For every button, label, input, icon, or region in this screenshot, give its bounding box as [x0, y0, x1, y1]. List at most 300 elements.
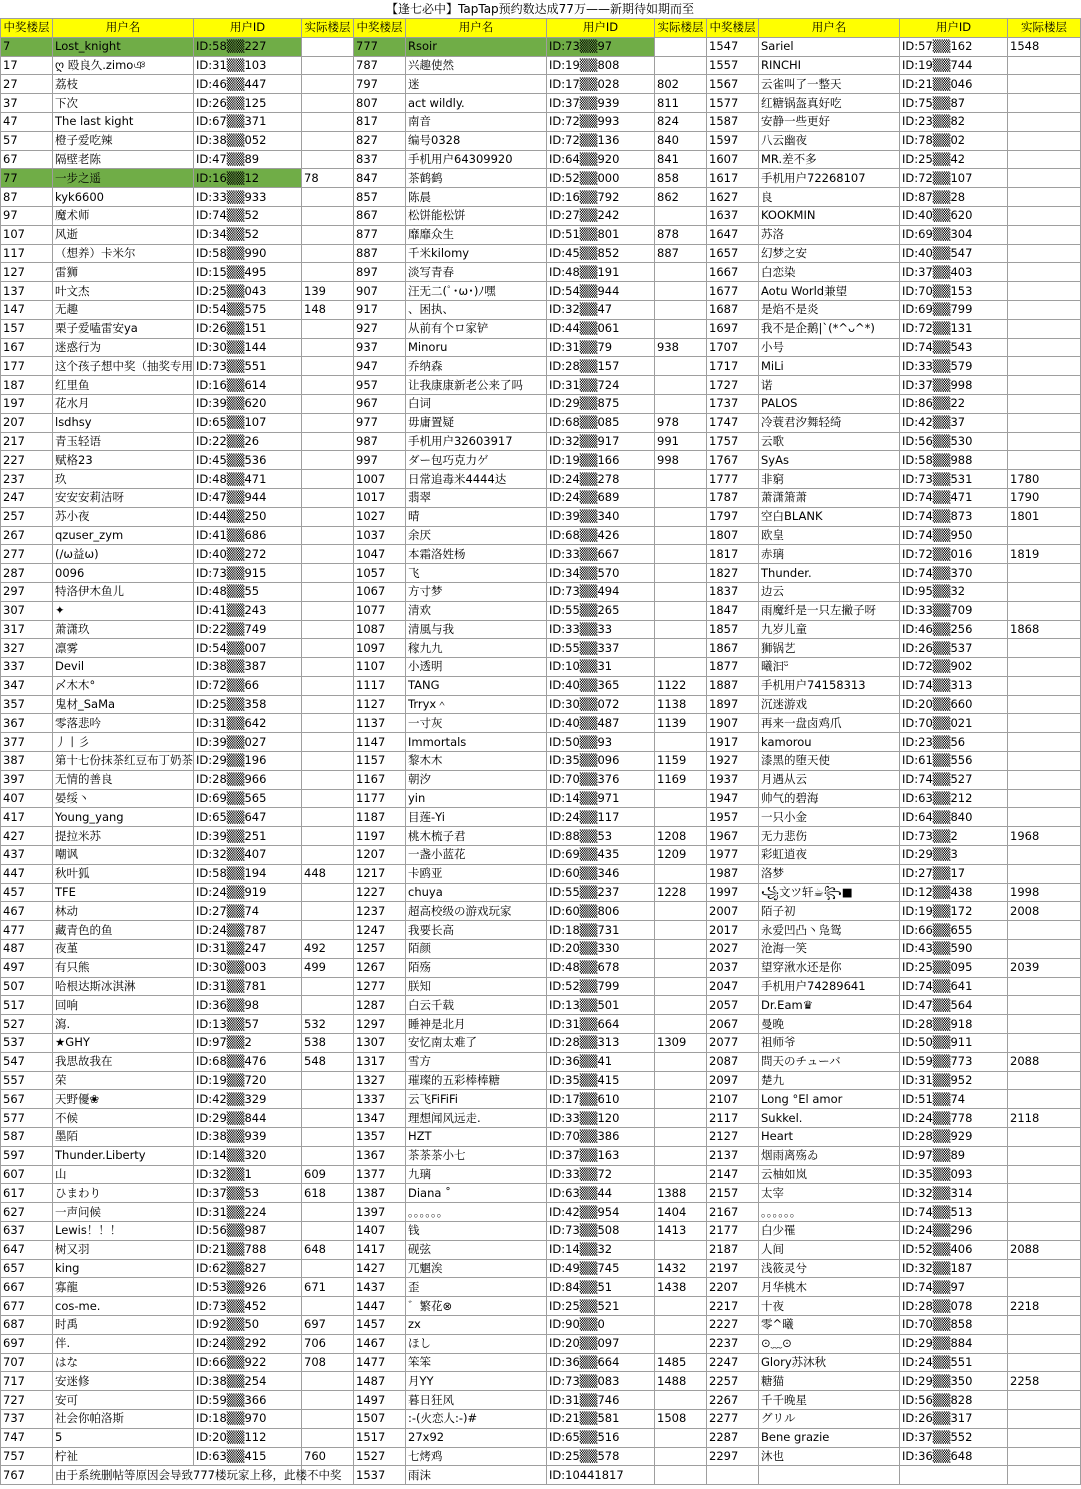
winning-floor-cell: 937: [354, 338, 406, 357]
user-id-cell: ID:95▒▒32: [900, 582, 1008, 601]
winning-floor-cell: 1317: [354, 1052, 406, 1071]
username-cell: 璀璨的五彩棒棒糖: [406, 1071, 547, 1090]
table-row: [1, 188, 1081, 207]
username-cell: [759, 1466, 900, 1485]
actual-floor-cell: [655, 1109, 707, 1128]
winning-floor-cell: 1997: [707, 883, 759, 902]
table-row: [1, 1165, 1081, 1184]
user-id-cell: ID:21▒▒581: [547, 1409, 655, 1428]
username-cell: 非窮: [759, 470, 900, 489]
winning-floor-cell: 447: [1, 864, 53, 883]
user-id-cell: ID:52▒▒000: [547, 169, 655, 188]
winning-floor-cell: 577: [1, 1109, 53, 1128]
username-cell: 隔壁老陈: [53, 150, 194, 169]
actual-floor-cell: [655, 206, 707, 225]
winning-floor-cell: 2187: [707, 1240, 759, 1259]
table-row: [1, 1146, 1081, 1165]
username-cell: 千千晚星: [759, 1391, 900, 1410]
winning-floor-cell: 2117: [707, 1109, 759, 1128]
username-cell: Thunder.Liberty: [53, 1146, 194, 1165]
username-cell: 乔纳森: [406, 357, 547, 376]
actual-floor-cell: [302, 1259, 354, 1278]
actual-floor-cell: [1008, 658, 1081, 677]
actual-floor-cell: [302, 470, 354, 489]
username-cell: SyAs: [759, 451, 900, 470]
user-id-cell: ID:40▒▒547: [900, 244, 1008, 263]
actual-floor-cell: 802: [655, 75, 707, 94]
user-id-cell: ID:62▒▒827: [194, 1259, 302, 1278]
user-id-cell: ID:29▒▒3: [900, 846, 1008, 865]
user-id-cell: ID:17▒▒610: [547, 1090, 655, 1109]
user-id-cell: ID:60▒▒346: [547, 864, 655, 883]
user-id-cell: ID:28▒▒966: [194, 770, 302, 789]
table-row: [1, 225, 1081, 244]
table-row: [1, 864, 1081, 883]
actual-floor-cell: [302, 112, 354, 131]
actual-floor-cell: 887: [655, 244, 707, 263]
actual-floor-cell: [655, 545, 707, 564]
username-cell: :-(火恋人:-)#: [406, 1409, 547, 1428]
actual-floor-cell: [1008, 1015, 1081, 1034]
table-row: [1, 488, 1081, 507]
winning-floor-cell: 1807: [707, 526, 759, 545]
winning-floor-cell: 1597: [707, 131, 759, 150]
username-cell: 淡写青春: [406, 263, 547, 282]
winning-floor-cell: 2297: [707, 1447, 759, 1466]
actual-floor-cell: [302, 1297, 354, 1316]
winning-floor-cell: 857: [354, 188, 406, 207]
user-id-cell: ID:73▒▒915: [194, 564, 302, 583]
actual-floor-cell: [655, 56, 707, 75]
user-id-cell: ID:37▒▒998: [900, 376, 1008, 395]
actual-floor-cell: [655, 582, 707, 601]
winning-floor-cell: 1247: [354, 921, 406, 940]
username-cell: 本霜洛姓杨: [406, 545, 547, 564]
actual-floor-cell: [1008, 169, 1081, 188]
username-cell: Dr.Eam♛: [759, 996, 900, 1015]
actual-floor-cell: [1008, 225, 1081, 244]
user-id-cell: ID:38▒▒387: [194, 658, 302, 677]
actual-floor-cell: 760: [302, 1447, 354, 1466]
winning-floor-cell: 1127: [354, 695, 406, 714]
table-row: [1, 620, 1081, 639]
user-id-cell: ID:29▒▒844: [194, 1109, 302, 1128]
actual-floor-cell: 609: [302, 1165, 354, 1184]
actual-floor-cell: 618: [302, 1184, 354, 1203]
winning-floor-cell: 167: [1, 338, 53, 357]
username-cell: 小透明: [406, 658, 547, 677]
username-cell: 天野優❀: [53, 1090, 194, 1109]
actual-floor-cell: [302, 996, 354, 1015]
winning-floor-cell: 737: [1, 1409, 53, 1428]
winning-floor-cell: 207: [1, 413, 53, 432]
actual-floor-cell: [1008, 451, 1081, 470]
user-id-cell: ID:49▒▒745: [547, 1259, 655, 1278]
username-cell: 玖: [53, 470, 194, 489]
table-row: [1, 902, 1081, 921]
actual-floor-cell: [302, 150, 354, 169]
actual-floor-cell: [302, 188, 354, 207]
username-cell: 嘲讽: [53, 846, 194, 865]
column-header: 中奖楼层: [354, 19, 406, 38]
winning-floor-cell: 2157: [707, 1184, 759, 1203]
winning-floor-cell: 297: [1, 582, 53, 601]
winning-floor-cell: 887: [354, 244, 406, 263]
user-id-cell: ID:30▒▒003: [194, 958, 302, 977]
winning-floor-cell: 867: [354, 206, 406, 225]
winning-floor-cell: 1057: [354, 564, 406, 583]
winning-floor-cell: 17: [1, 56, 53, 75]
table-row: [1, 300, 1081, 319]
user-id-cell: ID:31▒▒664: [547, 1015, 655, 1034]
actual-floor-cell: [1008, 996, 1081, 1015]
actual-floor-cell: [655, 1428, 707, 1447]
actual-floor-cell: 1432: [655, 1259, 707, 1278]
actual-floor-cell: [1008, 752, 1081, 771]
table-body: [1, 37, 1081, 1484]
user-id-cell: ID:28▒▒918: [900, 1015, 1008, 1034]
username-cell: 九璃: [406, 1165, 547, 1184]
user-id-cell: ID:20▒▒660: [900, 695, 1008, 714]
user-id-cell: ID:63▒▒44: [547, 1184, 655, 1203]
table-row: [1, 526, 1081, 545]
user-id-cell: ID:44▒▒250: [194, 507, 302, 526]
actual-floor-cell: [302, 714, 354, 733]
user-id-cell: ID:74▒▒513: [900, 1203, 1008, 1222]
winning-floor-cell: 1507: [354, 1409, 406, 1428]
winning-floor-cell: 637: [1, 1222, 53, 1241]
winning-floor-cell: 917: [354, 300, 406, 319]
username-cell: MiLi: [759, 357, 900, 376]
username-cell: ღ 殴良久.zimoঞ: [53, 56, 194, 75]
actual-floor-cell: 1485: [655, 1353, 707, 1372]
winning-floor-cell: 1077: [354, 601, 406, 620]
user-id-cell: ID:25▒▒578: [547, 1447, 655, 1466]
username-cell: 安可: [53, 1391, 194, 1410]
username-cell: Sariel: [759, 37, 900, 56]
username-cell: 秋叶狐: [53, 864, 194, 883]
username-cell: Glory苏沐秋: [759, 1353, 900, 1372]
username-cell: chuya: [406, 883, 547, 902]
table-row: [1, 1128, 1081, 1147]
user-id-cell: ID:56▒▒530: [900, 432, 1008, 451]
winning-floor-cell: 1287: [354, 996, 406, 1015]
actual-floor-cell: [1008, 1222, 1081, 1241]
user-id-cell: ID:31▒▒781: [194, 977, 302, 996]
username-cell: 手机用户72268107: [759, 169, 900, 188]
username-cell: ✦: [53, 601, 194, 620]
username-cell: 沐也: [759, 1447, 900, 1466]
actual-floor-cell: 1413: [655, 1222, 707, 1241]
username-cell: 云飞FiFiFi: [406, 1090, 547, 1109]
username-cell: 桃木梳子君: [406, 827, 547, 846]
actual-floor-cell: [1008, 150, 1081, 169]
actual-floor-cell: [1008, 206, 1081, 225]
user-id-cell: ID:70▒▒386: [547, 1128, 655, 1147]
winning-floor-cell: 1147: [354, 733, 406, 752]
actual-floor-cell: [1008, 639, 1081, 658]
winning-floor-cell: 27: [1, 75, 53, 94]
username-cell: 南音: [406, 112, 547, 131]
actual-floor-cell: [655, 1447, 707, 1466]
actual-floor-cell: [1008, 582, 1081, 601]
winning-floor-cell: 1657: [707, 244, 759, 263]
winning-floor-cell: 1947: [707, 789, 759, 808]
username-cell: Trryx＾: [406, 695, 547, 714]
username-cell: 手机用户74289641: [759, 977, 900, 996]
username-cell: 、困执、: [406, 300, 547, 319]
actual-floor-cell: [302, 1109, 354, 1128]
user-id-cell: ID:73▒▒551: [194, 357, 302, 376]
table-row: [1, 846, 1081, 865]
user-id-cell: ID:32▒▒1: [194, 1165, 302, 1184]
table-row: [1, 338, 1081, 357]
user-id-cell: ID:75▒▒87: [900, 94, 1008, 113]
table-row: [1, 1071, 1081, 1090]
user-id-cell: ID:19▒▒172: [900, 902, 1008, 921]
username-cell: 安忆南太难了: [406, 1034, 547, 1053]
username-cell: 人间: [759, 1240, 900, 1259]
user-id-cell: ID:16▒▒614: [194, 376, 302, 395]
actual-floor-cell: [1008, 1447, 1081, 1466]
actual-floor-cell: 532: [302, 1015, 354, 1034]
winning-floor-cell: 1937: [707, 770, 759, 789]
winning-floor-cell: 1217: [354, 864, 406, 883]
username-cell: 编号0328: [406, 131, 547, 150]
table-row: [1, 507, 1081, 526]
username-cell: 丿丨彡: [53, 733, 194, 752]
winning-floor-cell: 1817: [707, 545, 759, 564]
actual-floor-cell: [302, 902, 354, 921]
username-cell: yin: [406, 789, 547, 808]
winning-floor-cell: 217: [1, 432, 53, 451]
username-cell: 云雀叫了一整天: [759, 75, 900, 94]
username-cell: 望穿湫水还是你: [759, 958, 900, 977]
table-row: [1, 282, 1081, 301]
username-cell: 晏绥丶: [53, 789, 194, 808]
actual-floor-cell: 1208: [655, 827, 707, 846]
winning-floor-cell: 47: [1, 112, 53, 131]
column-header: 实际楼层: [655, 19, 707, 38]
winning-floor-cell: 657: [1, 1259, 53, 1278]
actual-floor-cell: 1508: [655, 1409, 707, 1428]
actual-floor-cell: [1008, 921, 1081, 940]
table-row: [1, 244, 1081, 263]
username-cell: 余厌: [406, 526, 547, 545]
username-cell: 烟雨离殇ゐ: [759, 1146, 900, 1165]
username-cell: Lewis！！！: [53, 1222, 194, 1241]
actual-floor-cell: 978: [655, 413, 707, 432]
user-id-cell: ID:72▒▒107: [900, 169, 1008, 188]
winning-floor-cell: 557: [1, 1071, 53, 1090]
actual-floor-cell: [655, 488, 707, 507]
username-cell: 白词: [406, 394, 547, 413]
user-id-cell: ID:37▒▒53: [194, 1184, 302, 1203]
winning-floor-cell: 1117: [354, 676, 406, 695]
winning-floor-cell: 417: [1, 808, 53, 827]
winning-floor-cell: 137: [1, 282, 53, 301]
username-cell: ダー包巧克力ゲ: [406, 451, 547, 470]
actual-floor-cell: 671: [302, 1278, 354, 1297]
actual-floor-cell: [655, 376, 707, 395]
actual-floor-cell: [655, 1297, 707, 1316]
username-cell: 手机用户32603917: [406, 432, 547, 451]
actual-floor-cell: [655, 940, 707, 959]
username-cell: 朝汐: [406, 770, 547, 789]
user-id-cell: ID:61▒▒556: [900, 752, 1008, 771]
username-cell: 稼九九: [406, 639, 547, 658]
username-cell: 一声问候: [53, 1203, 194, 1222]
winning-floor-cell: 2097: [707, 1071, 759, 1090]
column-header: 用户名: [406, 19, 547, 38]
username-cell: cos-me.: [53, 1297, 194, 1316]
table-row: [1, 1334, 1081, 1353]
username-cell: 萧潇箫萧: [759, 488, 900, 507]
user-id-cell: ID:16▒▒12: [194, 169, 302, 188]
actual-floor-cell: [655, 601, 707, 620]
actual-floor-cell: [302, 789, 354, 808]
user-id-cell: ID:14▒▒971: [547, 789, 655, 808]
user-id-cell: ID:10▒▒31: [547, 658, 655, 677]
winning-floor-cell: 307: [1, 601, 53, 620]
column-header: 用户ID: [547, 19, 655, 38]
user-id-cell: ID:70▒▒153: [900, 282, 1008, 301]
winning-floor-cell: 7: [1, 37, 53, 56]
user-id-cell: [900, 1466, 1008, 1485]
actual-floor-cell: [655, 1015, 707, 1034]
username-cell: 糖猫: [759, 1372, 900, 1391]
winning-floor-cell: 847: [354, 169, 406, 188]
username-cell: 诺: [759, 376, 900, 395]
actual-floor-cell: [302, 921, 354, 940]
user-id-cell: ID:19▒▒744: [900, 56, 1008, 75]
user-id-cell: ID:38▒▒939: [194, 1128, 302, 1147]
winning-floor-cell: 1477: [354, 1353, 406, 1372]
winning-floor-cell: 1227: [354, 883, 406, 902]
winning-floor-cell: 1137: [354, 714, 406, 733]
winning-floor-cell: 1047: [354, 545, 406, 564]
username-cell: 笨笨: [406, 1353, 547, 1372]
winning-floor-cell: 427: [1, 827, 53, 846]
actual-floor-cell: 648: [302, 1240, 354, 1259]
winning-floor-cell: 397: [1, 770, 53, 789]
username-cell: 树又羽: [53, 1240, 194, 1259]
username-cell: TANG: [406, 676, 547, 695]
table-row: [1, 676, 1081, 695]
actual-floor-cell: [1008, 1409, 1081, 1428]
winning-floor-cell: 1427: [354, 1259, 406, 1278]
winning-floor-cell: 1447: [354, 1297, 406, 1316]
winning-floor-cell: 967: [354, 394, 406, 413]
username-cell: 凛雾: [53, 639, 194, 658]
actual-floor-cell: 841: [655, 150, 707, 169]
user-id-cell: ID:42▒▒954: [547, 1203, 655, 1222]
user-id-cell: ID:59▒▒773: [900, 1052, 1008, 1071]
username-cell: 特洛伊木鱼儿: [53, 582, 194, 601]
user-id-cell: ID:20▒▒097: [547, 1334, 655, 1353]
user-id-cell: ID:72▒▒016: [900, 545, 1008, 564]
table-row: [1, 1466, 1081, 1485]
username-cell: 狮锅艺: [759, 639, 900, 658]
actual-floor-cell: [1008, 676, 1081, 695]
user-id-cell: ID:74▒▒370: [900, 564, 1008, 583]
winning-floor-cell: 997: [354, 451, 406, 470]
table-row: [1, 1240, 1081, 1259]
user-id-cell: ID:73▒▒494: [547, 582, 655, 601]
winning-floor-cell: 2027: [707, 940, 759, 959]
table-row: [1, 808, 1081, 827]
user-id-cell: ID:45▒▒536: [194, 451, 302, 470]
user-id-cell: ID:40▒▒365: [547, 676, 655, 695]
actual-floor-cell: 858: [655, 169, 707, 188]
winning-floor-cell: 1987: [707, 864, 759, 883]
winning-floor-cell: 1697: [707, 319, 759, 338]
table-row: [1, 1034, 1081, 1053]
user-id-cell: ID:32▒▒47: [547, 300, 655, 319]
actual-floor-cell: 548: [302, 1052, 354, 1071]
winning-floor-cell: 527: [1, 1015, 53, 1034]
user-id-cell: ID:41▒▒243: [194, 601, 302, 620]
user-id-cell: ID:26▒▒151: [194, 319, 302, 338]
user-id-cell: ID:70▒▒858: [900, 1315, 1008, 1334]
username-cell: 楚九: [759, 1071, 900, 1090]
user-id-cell: ID:51▒▒801: [547, 225, 655, 244]
actual-floor-cell: 492: [302, 940, 354, 959]
winning-floor-cell: 1797: [707, 507, 759, 526]
winning-floor-cell: 1267: [354, 958, 406, 977]
user-id-cell: ID:72▒▒136: [547, 131, 655, 150]
actual-floor-cell: [655, 1165, 707, 1184]
actual-floor-cell: [1008, 131, 1081, 150]
actual-floor-cell: 1139: [655, 714, 707, 733]
actual-floor-cell: [1008, 300, 1081, 319]
user-id-cell: ID:20▒▒330: [547, 940, 655, 959]
username-cell: 太宰: [759, 1184, 900, 1203]
actual-floor-cell: 1228: [655, 883, 707, 902]
table-row: [1, 56, 1081, 75]
winning-floor-cell: 757: [1, 1447, 53, 1466]
username-cell: 荔枝: [53, 75, 194, 94]
username-cell: 茶茶茶小七: [406, 1146, 547, 1165]
actual-floor-cell: 499: [302, 958, 354, 977]
actual-floor-cell: [655, 1240, 707, 1259]
user-id-cell: ID:86▒▒22: [900, 394, 1008, 413]
winning-floor-cell: 537: [1, 1034, 53, 1053]
user-id-cell: ID:48▒▒678: [547, 958, 655, 977]
username-cell: 无趣: [53, 300, 194, 319]
username-cell: lsdhsy: [53, 413, 194, 432]
actual-floor-cell: [1008, 977, 1081, 996]
actual-floor-cell: [302, 770, 354, 789]
winning-floor-cell: 1957: [707, 808, 759, 827]
actual-floor-cell: [302, 733, 354, 752]
user-id-cell: ID:27▒▒17: [900, 864, 1008, 883]
username-cell: 漆黑的堕天使: [759, 752, 900, 771]
winning-floor-cell: 1097: [354, 639, 406, 658]
username-cell: 手机用户74158313: [759, 676, 900, 695]
username-cell: 从前有个ロ家铲: [406, 319, 547, 338]
username-cell: kyk6600: [53, 188, 194, 207]
winning-floor-cell: 1767: [707, 451, 759, 470]
username-cell: 手机用户64309920: [406, 150, 547, 169]
actual-floor-cell: 1404: [655, 1203, 707, 1222]
username-cell: 再来一盘卤鸡爪: [759, 714, 900, 733]
user-id-cell: ID:34▒▒52: [194, 225, 302, 244]
user-id-cell: ID:73▒▒2: [900, 827, 1008, 846]
user-id-cell: ID:56▒▒987: [194, 1222, 302, 1241]
actual-floor-cell: [1008, 1353, 1081, 1372]
winning-floor-cell: 747: [1, 1428, 53, 1447]
